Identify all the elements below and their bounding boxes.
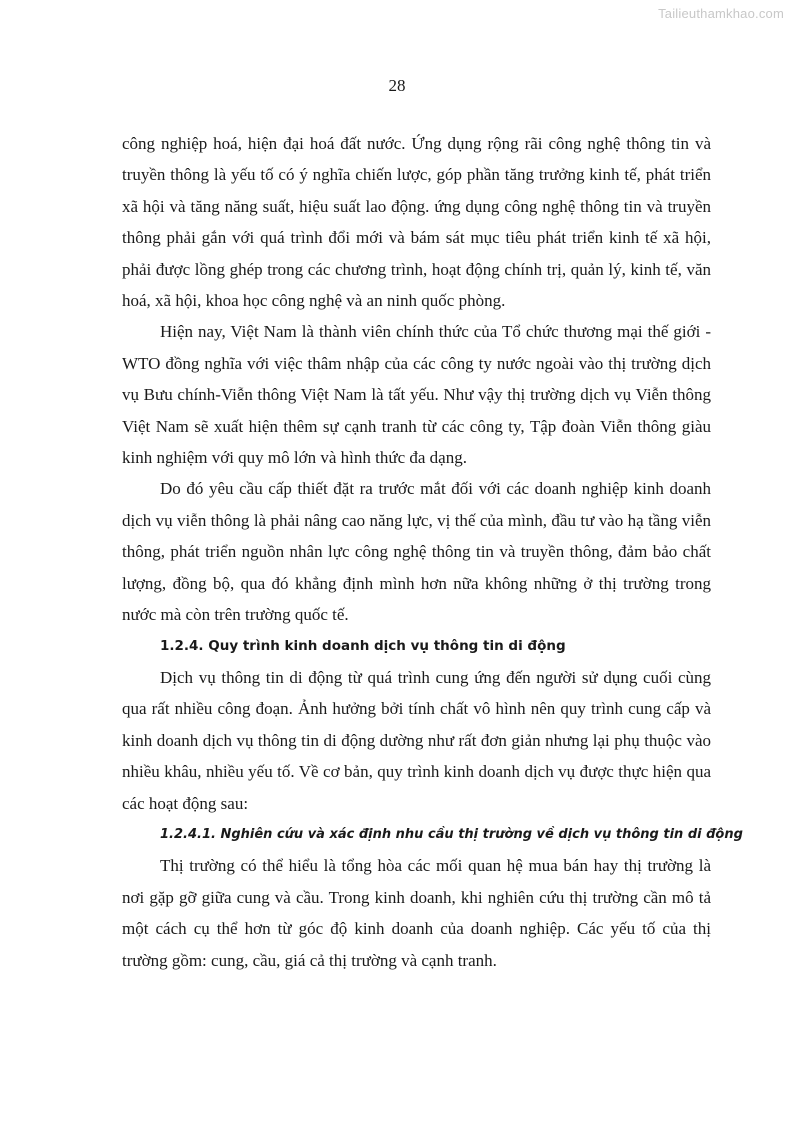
watermark: Tailieuthamkhao.com bbox=[658, 6, 784, 21]
document-body bbox=[122, 128, 743, 976]
section-heading-1-2-4: 1.2.4. Quy trình kinh doanh dịch vụ thông tin di động bbox=[160, 637, 566, 654]
paragraph-5: Thị trường có thể hiểu là tổng hòa các mối quan hệ mua bán hay thị trường là nơi gặp gỡ giữa cung và cầu. Trong kinh doanh, khi nghiên cứu thị trường cần mô tả một cách cụ thể hơn từ góc độ kinh doanh của doanh nghiệp. Các yếu tố của thị trường gồm: cung, cầu, giá cả thị trường và cạnh tranh. bbox=[122, 856, 711, 970]
paragraph-1: công nghiệp hoá, hiện đại hoá đất nước. Ứng dụng rộng rãi công nghệ thông tin và truyền thông là yếu tố có ý nghĩa chiến lược, góp phần tăng trưởng kinh tế, phát triển xã hội và tăng năng suất, hiệu suất lao động. ứng dụng công nghệ thông tin và truyền thông phải gắn với quá trình đổi mới và bám sát mục tiêu phát triển kinh tế xã hội, phải được lồng ghép trong các chương trình, hoạt động chính trị, quản lý, kinh tế, văn hoá, xã hội, khoa học công nghệ và an ninh quốc phòng. bbox=[122, 134, 711, 311]
paragraph-2: Hiện nay, Việt Nam là thành viên chính thức của Tổ chức thương mại thế giới - WTO đồng nghĩa với việc thâm nhập của các công ty nước ngoài vào thị trường dịch vụ Bưu chính-Viễn thông Việt Nam là tất yếu. Như vậy thị trường dịch vụ Viễn thông Việt Nam sẽ xuất hiện thêm sự cạnh tranh từ các công ty, Tập đoàn Viễn thông giàu kinh nghiệm với quy mô lớn và hình thức đa dạng. bbox=[122, 322, 711, 468]
subsection-heading-1-2-4-1: 1.2.4.1. Nghiên cứu và xác định nhu cầu thị trường về dịch vụ thông tin di động bbox=[160, 826, 743, 842]
page-number: 28 bbox=[388, 76, 406, 95]
paragraph-3: Do đó yêu cầu cấp thiết đặt ra trước mắt đối với các doanh nghiệp kinh doanh dịch vụ viễn thông là phải nâng cao năng lực, vị thế của mình, đầu tư vào hạ tầng viễn thông, phát triển nguồn nhân lực công nghệ thông tin và truyền thông, đảm bảo chất lượng, đồng bộ, qua đó khẳng định mình hơn nữa không những ở thị trường trong nước mà còn trên trường quốc tế. bbox=[122, 479, 711, 625]
paragraph-4: Dịch vụ thông tin di động từ quá trình cung ứng đến người sử dụng cuối cùng qua rất nhiều công đoạn. Ảnh hưởng bởi tính chất vô hình nên quy trình cung cấp và kinh doanh dịch vụ thông tin di động dường như rất đơn giản nhưng lại phụ thuộc vào nhiều khâu, nhiều yếu tố. Về cơ bản, quy trình kinh doanh dịch vụ được thực hiện qua các hoạt động sau: bbox=[122, 667, 711, 813]
